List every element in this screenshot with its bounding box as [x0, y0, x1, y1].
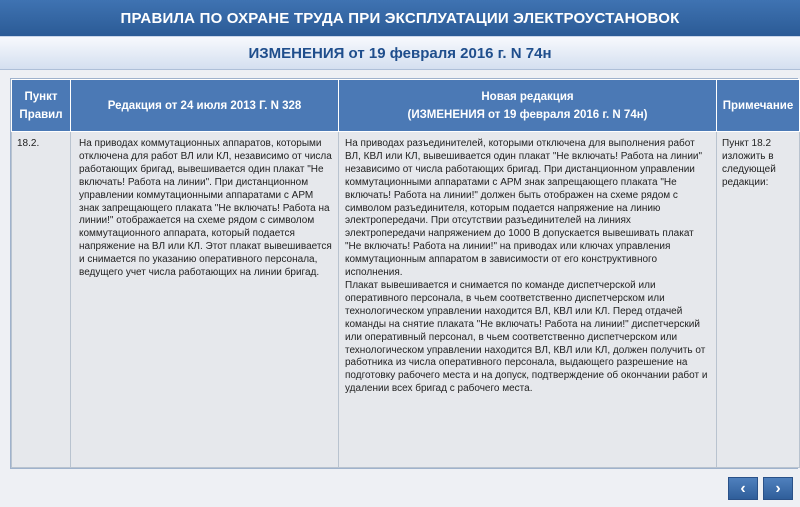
next-slide-button[interactable] — [763, 477, 793, 500]
comparison-table — [10, 78, 798, 469]
table-row — [12, 132, 800, 468]
page-subtitle: ИЗМЕНЕНИЯ от 19 февраля 2016 г. N 74н — [0, 36, 800, 70]
header-new-edition — [339, 80, 717, 132]
previous-slide-button[interactable] — [728, 477, 758, 500]
chevron-right-icon: › — [775, 479, 781, 497]
header-clause: Пункт Правил — [12, 80, 71, 132]
new-text-paragraph-1: На приводах разъединителей, которыми отключена для выполнения работ ВЛ, КВЛ или КЛ, вывешивается один плакат "Не включать! Работа на линии" независимо от числа работающих бригад. При дистанционном управлении коммутационными аппаратами с АРМ знак запрещающего плаката "Не включать! Работа на линии!" должен быть отображен на схеме рядом с символом разъединителя, которым подается напряжение на линию электропередачи. При отсутствии разъединителей на линиях электропередачи напряжением до 1000 В допускается вывешивать плакат "Не включать! Работа на линии!" на приводах или ключах управления коммутационным аппаратом в зависимости от его конструктивного исполнения. — [345, 138, 703, 279]
cell-old-text: На приводах коммутационных аппаратов, которыми отключена для работ ВЛ или КЛ, независимо от числа работающих бригад, вывешивается один плакат "Не включать! Работа на линии". При дистанционном управлении коммутационными аппаратами с АРМ знак запрещающего плаката "Не включать! Работа на линии!" отображается на схеме рядом с символом коммутационного аппарата, который подается напряжение на ВЛ или КЛ. Этот плакат вывешивается и снимается по указанию оперативного персонала, ведущего учет числа работающих на линии бригад. — [71, 132, 339, 468]
chevron-left-icon: ‹ — [740, 479, 746, 497]
table-header-row — [12, 80, 800, 132]
page-title: ПРАВИЛА ПО ОХРАНЕ ТРУДА ПРИ ЭКСПЛУАТАЦИИ ЭЛЕКТРОУСТАНОВОК — [0, 0, 800, 36]
header-note: Примечание — [717, 80, 800, 132]
cell-new-text — [339, 132, 717, 468]
header-new-edition-title: Новая редакция — [481, 90, 574, 103]
header-old-edition: Редакция от 24 июля 2013 Г. N 328 — [71, 80, 339, 132]
cell-clause: 18.2. — [12, 132, 71, 468]
new-text-paragraph-2: Плакат вывешивается и снимается по команде диспетчерской или оперативного персонала, в чьем соответственно диспетчерском или технологическом управлении находится ВЛ, КВЛ или КЛ. Перед отдачей команды на снятие плаката "Не включать! Работа на линии!" диспетчерский или оперативный персонал, в чьем соответственно диспетчерском или технологическом управлении находится ВЛ, КВЛ или КЛ, должен получить от работника из числа оперативного персонала, выдающего разрешение на подготовку рабочего места и на допуск, подтверждение об окончании работ и удалении всех бригад с рабочего места. — [345, 279, 708, 395]
header-new-edition-subtitle: (ИЗМЕНЕНИЯ от 19 февраля 2016 г. N 74н) — [407, 108, 648, 121]
cell-note: Пункт 18.2 изложить в следующей редакции: — [717, 132, 800, 468]
